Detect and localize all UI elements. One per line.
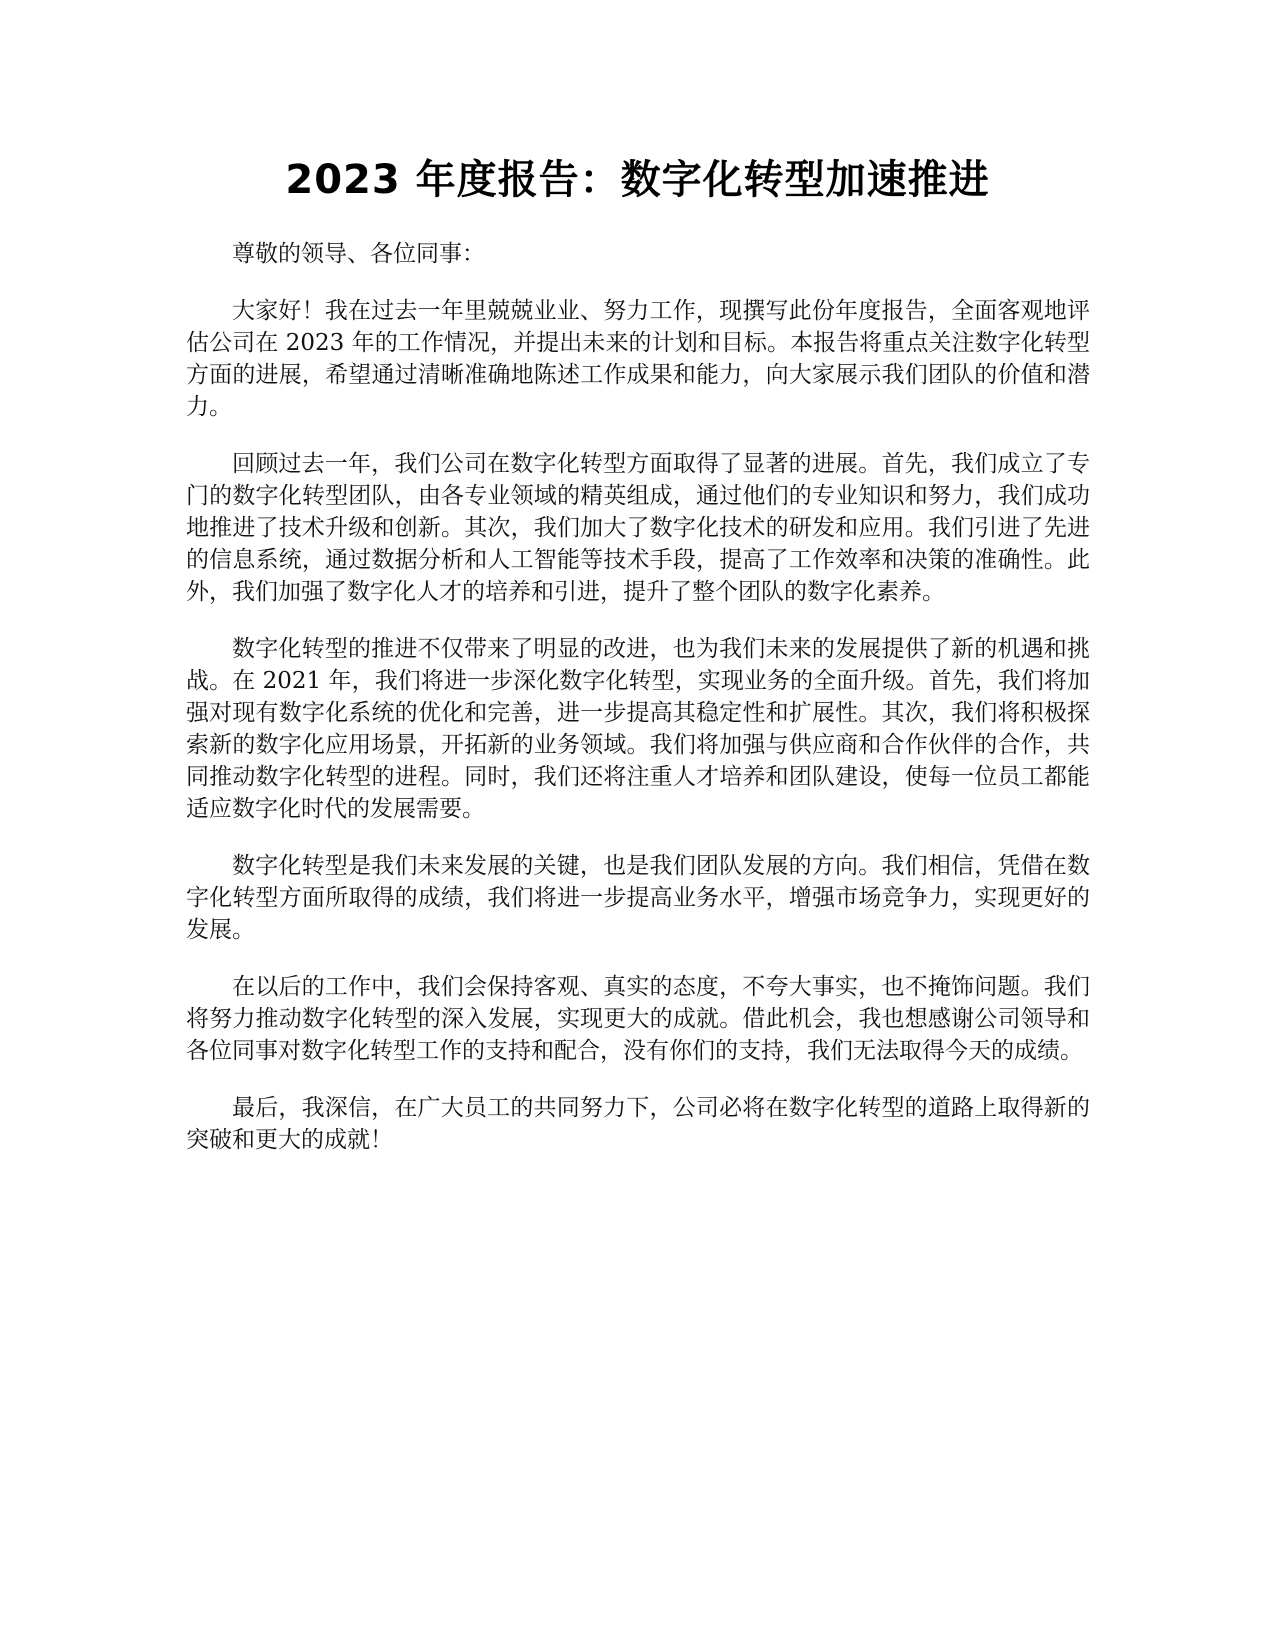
review-paragraph: 回顾过去一年，我们公司在数字化转型方面取得了显著的进展。首先，我们成立了专门的数字化转型团队，由各专业领域的精英组成，通过他们的专业知识和努力，我们成功地推进了技术升级和创新。其次，我们加大了数字化技术的研发和应用。我们引进了先进的信息系统，通过数据分析和人工智能等技术手段，提高了工作效率和决策的准确性。此外，我们加强了数字化人才的培养和引进，提升了整个团队的数字化素养。 xyxy=(186,451,1090,605)
greeting-paragraph: 尊敬的领导、各位同事： xyxy=(232,241,485,267)
intro-paragraph: 大家好！我在过去一年里兢兢业业、努力工作，现撰写此份年度报告，全面客观地评估公司在 2023 年的工作情况，并提出未来的计划和目标。本报告将重点关注数字化转型方面的进展，希望通过清晰准确地陈述工作成果和能力，向大家展示我们团队的价值和潜力。 xyxy=(186,298,1090,420)
commitment-paragraph: 在以后的工作中，我们会保持客观、真实的态度，不夸大事实，也不掩饰问题。我们将努力推动数字化转型的深入发展，实现更大的成就。借此机会，我也想感谢公司领导和各位同事对数字化转型工作的支持和配合，没有你们的支持，我们无法取得今天的成绩。 xyxy=(186,974,1090,1064)
plan-paragraph: 数字化转型的推进不仅带来了明显的改进，也为我们未来的发展提供了新的机遇和挑战。在 2021 年，我们将进一步深化数字化转型，实现业务的全面升级。首先，我们将加强对现有数字化系统的优化和完善，进一步提高其稳定性和扩展性。其次，我们将积极探索新的数字化应用场景，开拓新的业务领域。我们将加强与供应商和合作伙伴的合作，共同推动数字化转型的进程。同时，我们还将注重人才培养和团队建设，使每一位员工都能适应数字化时代的发展需要。 xyxy=(186,636,1090,822)
closing-paragraph: 最后，我深信，在广大员工的共同努力下，公司必将在数字化转型的道路上取得新的突破和更大的成就！ xyxy=(186,1095,1090,1153)
outlook-paragraph: 数字化转型是我们未来发展的关键，也是我们团队发展的方向。我们相信，凭借在数字化转型方面所取得的成绩，我们将进一步提高业务水平，增强市场竞争力，实现更好的发展。 xyxy=(186,853,1090,943)
document-body xyxy=(186,238,1090,1181)
document-title: 2023 年度报告：数字化转型加速推进 xyxy=(285,157,990,203)
